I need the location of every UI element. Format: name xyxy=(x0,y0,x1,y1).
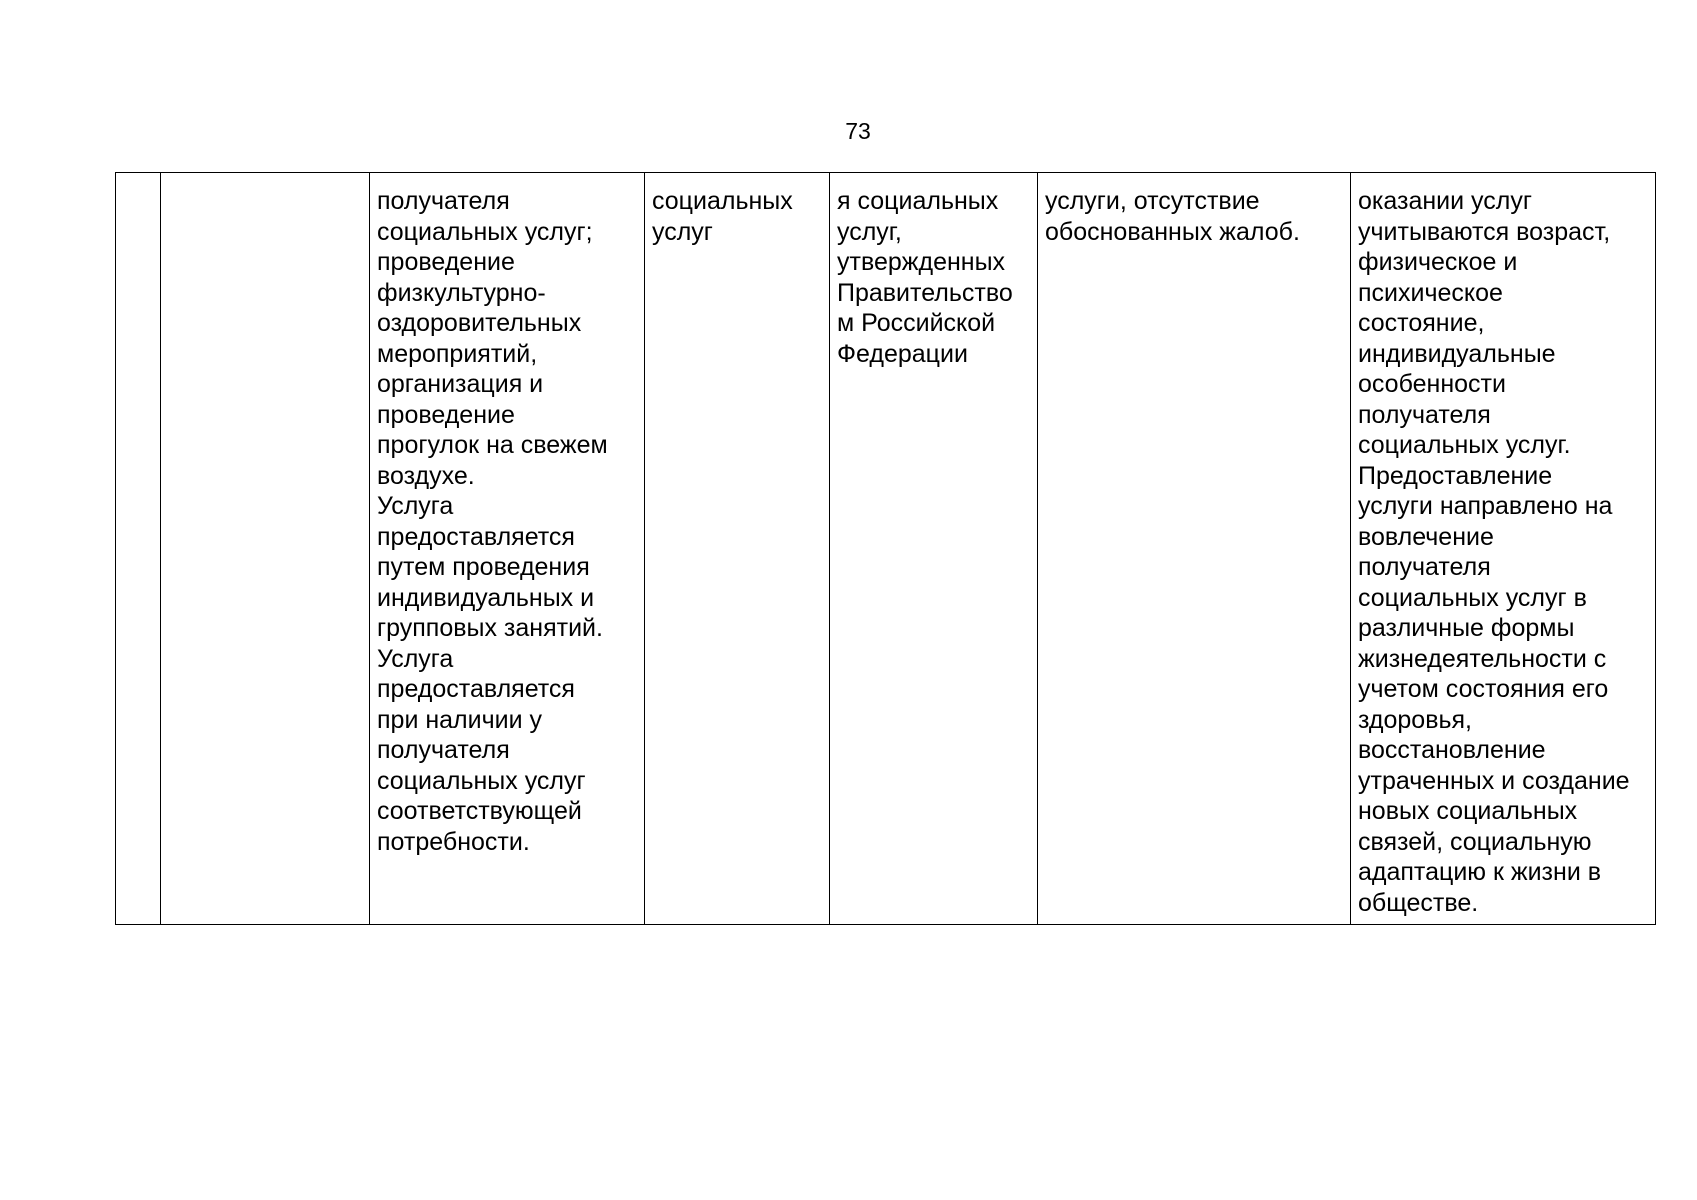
page-number: 73 xyxy=(845,118,871,144)
cell-conditions: оказании услуг учитываются возраст, физическое и психическое состояние, индивидуальные особенности получателя социальных услуг. Предоставление услуги направлено на вовлечение получателя социальных услуг в различные формы жизнедеятельности с учетом состояния его здоровья, восстановление утраченных и создание новых социальных связей, социальную адаптацию к жизни в обществе. xyxy=(1351,173,1656,925)
cell-description: получателя социальных услуг; проведение физкультурно- оздоровительных мероприятий, организация и проведение прогулок на свежем воздухе. Услуга предоставляется путем проведения индивидуальных и групповых занятий. Услуга предоставляется при наличии у получателя социальных услуг соответствующей потребности. xyxy=(370,173,645,925)
services-table xyxy=(115,172,1656,925)
table-row xyxy=(116,173,1656,925)
cell-standard: я социальных услуг, утвержденных Правительство м Российской Федерации xyxy=(830,173,1038,925)
cell-timing: социальных услуг xyxy=(645,173,830,925)
cell-service-name xyxy=(161,173,370,925)
cell-number xyxy=(116,173,161,925)
cell-indicators: услуги, отсутствие обоснованных жалоб. xyxy=(1038,173,1351,925)
